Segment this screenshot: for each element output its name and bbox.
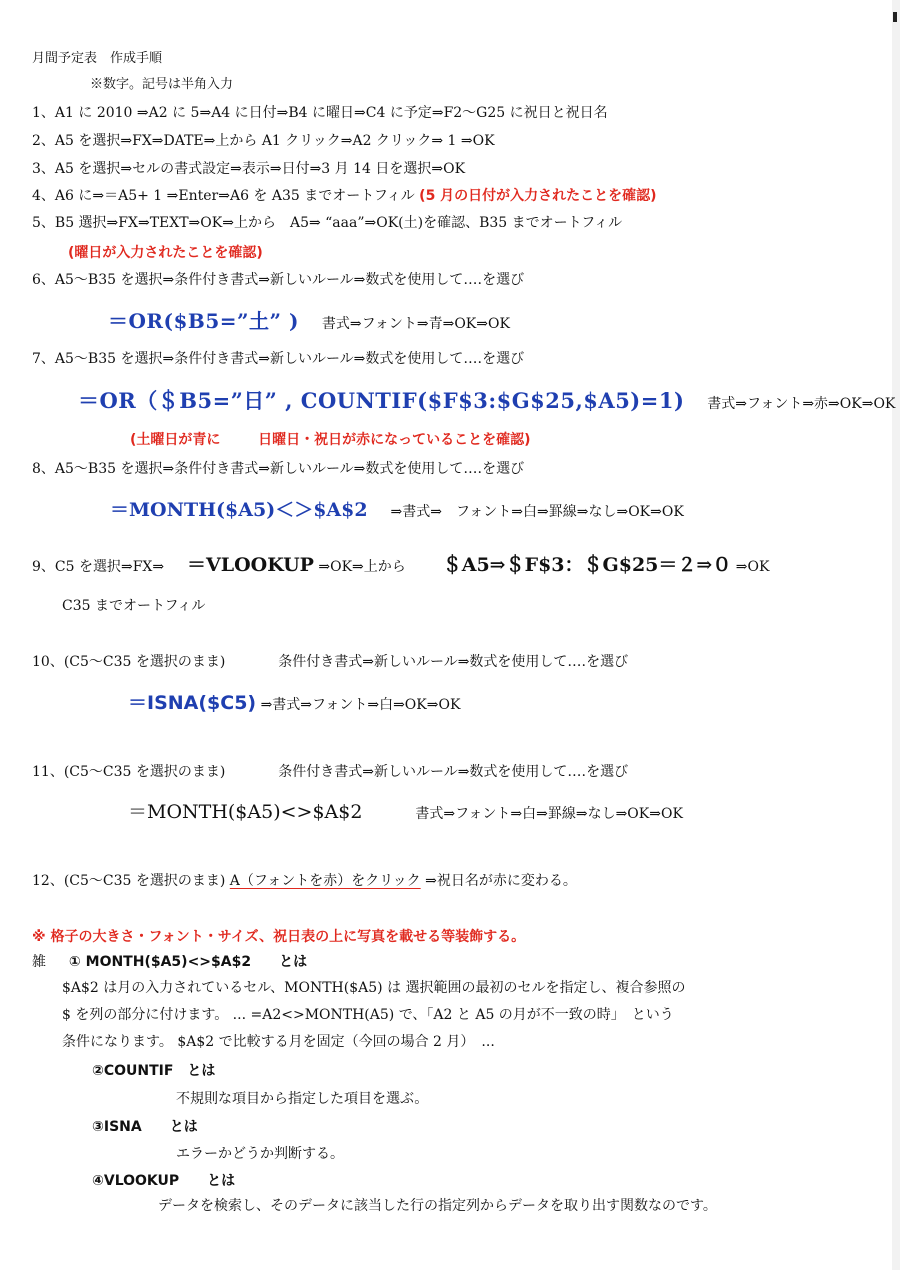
step-11-action: 条件付き書式⇒新しいルール⇒数式を使用して‥‥を選び — [278, 764, 629, 780]
vlookup-desc: データを検索し、そのデータに該当した行の指定列からデータを取り出す関数なのです。 — [158, 1198, 717, 1214]
month-desc-1: $A$2 は月の入力されているセル、MONTH($A5) は 選択範囲の最初のセルを指定し、複合参照の — [62, 980, 686, 996]
isna-heading: ③ISNA とは — [92, 1119, 198, 1135]
decoration-note: ※ 格子の大きさ・フォント・サイズ、祝日表の上に写真を載せる等装飾する。 — [32, 929, 526, 945]
step-11-formula-line — [128, 800, 683, 824]
step-12-font-red-link: A（フォントを赤）をクリック — [229, 873, 421, 889]
step-9-autofill: C35 までオートフィル — [62, 598, 206, 614]
step-7-action: 書式⇒フォント⇒赤⇒OK⇒OK — [707, 396, 896, 412]
month-desc-2: $ を列の部分に付けます。 ... =A2<>MONTH(A5) で、「A2 と A5 の月が不一致の時」 という — [62, 1007, 674, 1023]
step-8-formula-line — [110, 498, 684, 522]
step-4-confirm-note: (5 月の日付が入力されたことを確認) — [419, 188, 657, 204]
step-11 — [32, 763, 628, 781]
step-10-action-2: ⇒書式⇒フォント⇒白⇒OK⇒OK — [260, 697, 461, 713]
step-8-formula: ＝MONTH($A5)＜＞$A$2 — [110, 499, 368, 521]
step-3: 3、A5 を選択⇒セルの書式設定⇒表示⇒日付⇒3 月 14 日を選択⇒OK — [32, 161, 466, 177]
step-9-text: 9、C5 を選択⇒FX⇒ — [32, 559, 165, 575]
step-10-text: 10、(C5～C35 を選択のまま) — [32, 654, 226, 670]
edge-mark — [893, 12, 897, 22]
step-7-confirm-note — [130, 431, 531, 449]
step-6-action: 書式⇒フォント⇒青⇒OK⇒OK — [321, 316, 510, 332]
step-6-formula-line — [108, 309, 510, 333]
step-8-action: ⇒書式⇒ フォント⇒白⇒罫線⇒なし⇒OK⇒OK — [390, 504, 684, 520]
step-10-formula: ＝ISNA($C5) — [128, 692, 257, 714]
step-12-result: ⇒祝日名が赤に変わる。 — [425, 873, 577, 889]
misc-label: 雑 — [32, 954, 46, 970]
doc-title: 月間予定表 作成手順 — [32, 51, 163, 66]
step-9 — [32, 553, 769, 577]
step-8: 8、A5～B35 を選択⇒条件付き書式⇒新しいルール⇒数式を使用して‥‥を選び — [32, 461, 525, 477]
step-9-args: ＄A5⇒＄F$3：＄G$25＝２⇒０ — [442, 554, 732, 576]
month-desc-3: 条件になります。 $A$2 で比較する月を固定（今回の場合 2 月） ... — [62, 1034, 495, 1050]
step-7-note-red: 日曜日・祝日が赤になっていることを確認) — [258, 432, 531, 448]
misc-heading — [32, 953, 307, 971]
step-6: 6、A5～B35 を選択⇒条件付き書式⇒新しいルール⇒数式を使用して‥‥を選び — [32, 272, 525, 288]
step-10-action: 条件付き書式⇒新しいルール⇒数式を使用して‥‥を選び — [278, 654, 629, 670]
step-11-action-2: 書式⇒フォント⇒白⇒罫線⇒なし⇒OK⇒OK — [415, 806, 683, 822]
step-4-text: 4、A6 に⇒＝A5+ 1 ⇒Enter⇒A6 を A35 までオートフィル — [32, 188, 415, 204]
step-9-formula: ＝VLOOKUP — [187, 554, 314, 576]
step-12 — [32, 872, 577, 890]
step-2: 2、A5 を選択⇒FX⇒DATE⇒上から A1 クリック⇒A2 クリック⇒ 1 ⇒OK — [32, 133, 495, 149]
step-9-ok: ⇒OK — [735, 559, 770, 575]
step-11-text: 11、(C5～C35 を選択のまま) — [32, 764, 226, 780]
step-12-text: 12、(C5～C35 を選択のまま) — [32, 873, 226, 889]
step-1: 1、A1 に 2010 ⇒A2 に 5⇒A4 に日付⇒B4 に曜日⇒C4 に予定⇒F2～G25 に祝日と祝日名 — [32, 105, 608, 121]
step-10 — [32, 653, 628, 671]
countif-heading: ②COUNTIF とは — [92, 1063, 216, 1079]
month-heading: ① MONTH($A5)<>$A$2 とは — [68, 954, 308, 970]
step-6-formula: ＝OR($B5=”土” ) — [108, 309, 299, 333]
step-7-formula: ＝OR（＄B5=”日” , COUNTIF($F$3:$G$25,$A5)=1) — [78, 388, 685, 413]
step-10-formula-line — [128, 691, 460, 715]
step-5-confirm-note: (曜日が入力されたことを確認) — [68, 245, 263, 261]
step-7: 7、A5～B35 を選択⇒条件付き書式⇒新しいルール⇒数式を使用して‥‥を選び — [32, 351, 525, 367]
step-7-formula-line — [78, 388, 895, 414]
step-4 — [32, 187, 657, 205]
isna-desc: エラーかどうか判断する。 — [176, 1146, 344, 1162]
input-note: ※数字。記号は半角入力 — [90, 77, 234, 92]
vlookup-heading: ④VLOOKUP とは — [92, 1173, 236, 1189]
step-11-formula: ＝MONTH($A5)<>$A$2 — [128, 801, 363, 823]
step-9-text-2: ⇒OK⇒上から — [318, 559, 406, 575]
step-7-note-blue: (土曜日が青に — [130, 432, 221, 448]
countif-desc: 不規則な項目から指定した項目を選ぶ。 — [176, 1091, 429, 1107]
step-5: 5、B5 選択⇒FX⇒TEXT⇒OK⇒上から A5⇒ “aaa”⇒OK(土)を確認、B35 までオートフィル — [32, 215, 623, 231]
page-edge — [892, 0, 900, 1270]
